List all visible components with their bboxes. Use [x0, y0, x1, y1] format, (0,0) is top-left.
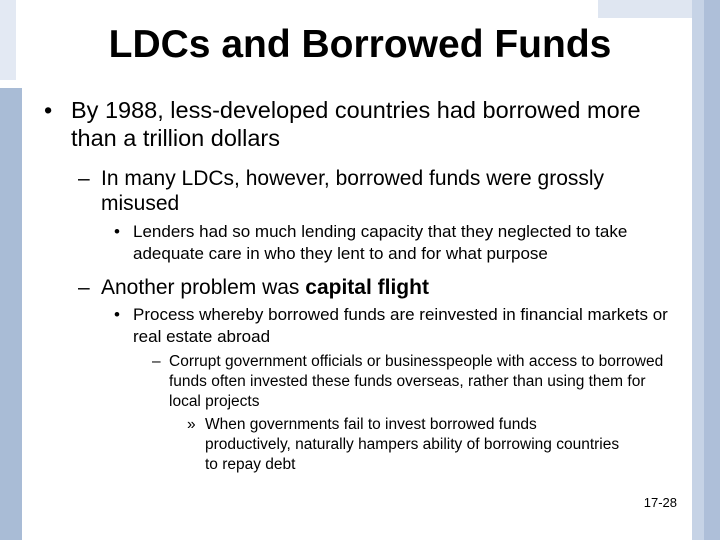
decor-left-bar — [0, 88, 22, 540]
dash-marker: – — [78, 276, 90, 299]
bullet-text: Process whereby borrowed funds are reinvested in financial markets or real estate abroad — [133, 305, 668, 346]
bullet-marker: • — [114, 222, 120, 241]
bullet-text — [101, 275, 679, 300]
slide-title: LDCs and Borrowed Funds — [108, 23, 612, 66]
decor-right-bar-dark — [704, 0, 720, 540]
chevron-marker: » — [187, 416, 196, 433]
decor-left-top-strip — [0, 0, 16, 80]
bullet-text: Corrupt government officials or businesspeople with access to borrowed funds often invested these funds overseas, rather than using them for local projects — [169, 353, 664, 410]
dash-marker: – — [78, 167, 90, 190]
dash-marker: – — [152, 353, 161, 370]
bullet-text: By 1988, less-developed countries had borrowed more than a trillion dollars — [71, 97, 641, 151]
bullet-text: Lenders had so much lending capacity that they neglected to take adequate care in who they lent to and for what purpose — [133, 222, 628, 263]
bullet-text-bold: capital flight — [305, 276, 429, 299]
bullet-text: When governments fail to invest borrowed funds productively, naturally hampers ability of borrowing countries to repay debt — [205, 416, 620, 473]
bullet-marker: • — [44, 97, 53, 123]
bullet-text-plain: Another problem was — [101, 276, 306, 299]
slide-number: 17-28 — [643, 495, 677, 510]
bullet-text: In many LDCs, however, borrowed funds were grossly misused — [101, 167, 605, 215]
bullet-marker: • — [114, 305, 120, 324]
